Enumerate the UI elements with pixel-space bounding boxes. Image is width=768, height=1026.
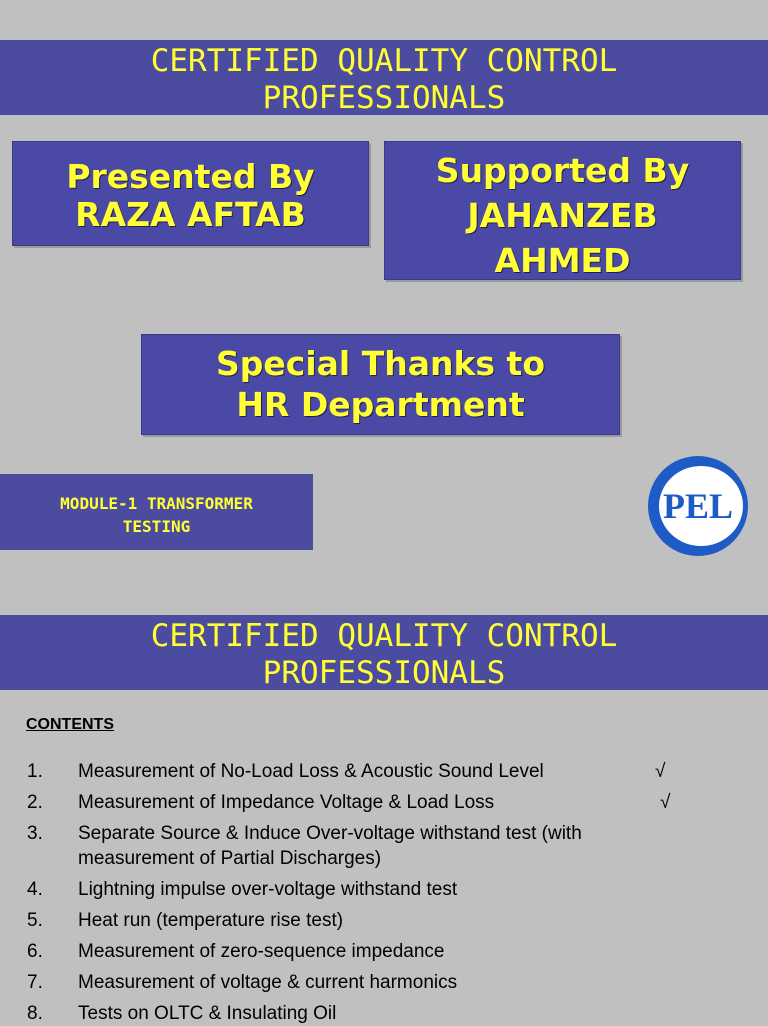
slide1-title-band	[0, 40, 768, 115]
contents-heading: CONTENTS	[26, 716, 114, 733]
list-item-number: 6.	[27, 941, 43, 962]
module-line1: MODULE-1 TRANSFORMER	[60, 494, 253, 513]
slide1-title-line2: PROFESSIONALS	[262, 80, 506, 116]
presented-by-box	[12, 141, 369, 246]
list-item-text: Heat run (temperature rise test)	[78, 910, 344, 931]
list-item-number: 3.	[27, 823, 43, 844]
supported-by-label: Supported By	[435, 151, 690, 190]
module-box	[0, 474, 313, 550]
module-line2: TESTING	[122, 517, 191, 536]
pel-logo	[646, 454, 750, 558]
list-item-text: Separate Source & Induce Over-voltage withstand test (with	[78, 823, 582, 844]
list-item-text: Measurement of zero-sequence impedance	[78, 941, 445, 962]
list-item-text: Measurement of voltage & current harmonics	[78, 972, 458, 993]
presented-by-label: Presented By	[66, 157, 315, 196]
thanks-line1: Special Thanks to	[215, 344, 545, 383]
slide2-title-line2: PROFESSIONALS	[262, 655, 506, 691]
special-thanks-box	[141, 334, 620, 435]
supporter-name-line2: AHMED	[494, 241, 631, 280]
list-item-number: 4.	[27, 879, 43, 900]
slide2-title-line1: CERTIFIED QUALITY CONTROL	[150, 618, 618, 654]
slide1-title-line1: CERTIFIED QUALITY CONTROL	[150, 43, 618, 79]
presenter-name: RAZA AFTAB	[75, 195, 306, 234]
supporter-name-line1: JAHANZEB	[467, 196, 658, 235]
thanks-line2: HR Department	[236, 385, 525, 424]
supported-by-box	[384, 141, 741, 280]
list-item-number: 1.	[27, 761, 43, 782]
list-item-text: Lightning impulse over-voltage withstand test	[78, 879, 458, 900]
list-item-text: Tests on OLTC & Insulating Oil	[78, 1003, 337, 1024]
list-item-text: Measurement of No-Load Loss & Acoustic Sound Level	[78, 761, 544, 782]
check-mark-icon: √	[660, 792, 671, 813]
list-item-text: measurement of Partial Discharges)	[78, 848, 382, 869]
slide2-title-band	[0, 615, 768, 690]
list-item-number: 8.	[27, 1003, 43, 1024]
list-item-number: 7.	[27, 972, 43, 993]
pel-logo-text: PEL	[662, 486, 734, 526]
check-mark-icon: √	[655, 761, 666, 782]
list-item-number: 5.	[27, 910, 43, 931]
list-item-number: 2.	[27, 792, 43, 813]
list-item-text: Measurement of Impedance Voltage & Load Loss	[78, 792, 495, 813]
